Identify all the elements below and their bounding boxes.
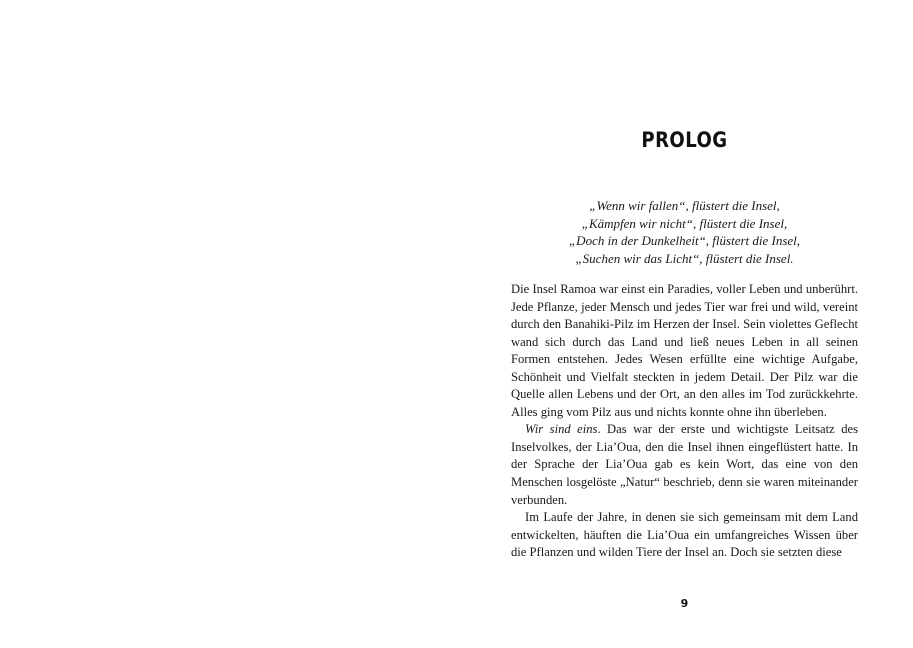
page-number: 9 (680, 597, 689, 610)
paragraph-2 (511, 421, 858, 509)
paragraph-3: Im Laufe der Jahre, in denen sie sich gemeinsam mit dem Land entwickelten, häuften die Lia’Oua ein umfangreiches Wissen über die Pflanzen und wilden Tiere der Insel an. Doch sie setzten diese (511, 510, 858, 560)
emphasis-motto: Wir sind eins (525, 422, 598, 437)
paragraph-1: Die Insel Ramoa war einst ein Paradies, voller Leben und unberührt. Jede Pflanze, jeder Mensch und jedes Tier war frei und wild, vereint durch den Banahiki-Pilz im Herzen der Insel. Sein violettes Geflecht wand sich durch das Land und ließ neues Leben in all seinen Formen entstehen. Jedes Wesen erfüllte eine wichtige Aufgabe, Schönheit und Vielfalt steckten in jedem Detail. Der Pilz war die Quelle allen Lebens und der Ort, an den alles im Tod zurückkehrte. Alles ging vom Pilz aus und nichts konnte ohne ihn überleben. (511, 282, 858, 419)
poem-line: „Wenn wir fallen“, flüstert die Insel, (589, 198, 780, 213)
chapter-title: PROLOG (641, 128, 728, 152)
poem-line: „Suchen wir das Licht“, flüstert die Insel. (575, 250, 794, 266)
left-page-blank (0, 0, 456, 648)
paragraph-2-text: . Das war der erste und wichtigste Leitsatz des Inselvolkes, der Lia’Oua, den die Insel ihnen eingeflüstert hatte. In der Sprache der Lia’Oua gab es kein Wort, das eine von den Menschen losgelöste „Natur“ beschrieb, denn sie waren miteinander verbunden. (511, 422, 858, 507)
epigraph-poem (511, 197, 858, 267)
poem-line: „Doch in der Dunkelheit“, flüstert die Insel, (568, 233, 801, 248)
poem-line: „Kämpfen wir nicht“, flüstert die Insel, (581, 215, 788, 231)
body-text (511, 281, 858, 562)
